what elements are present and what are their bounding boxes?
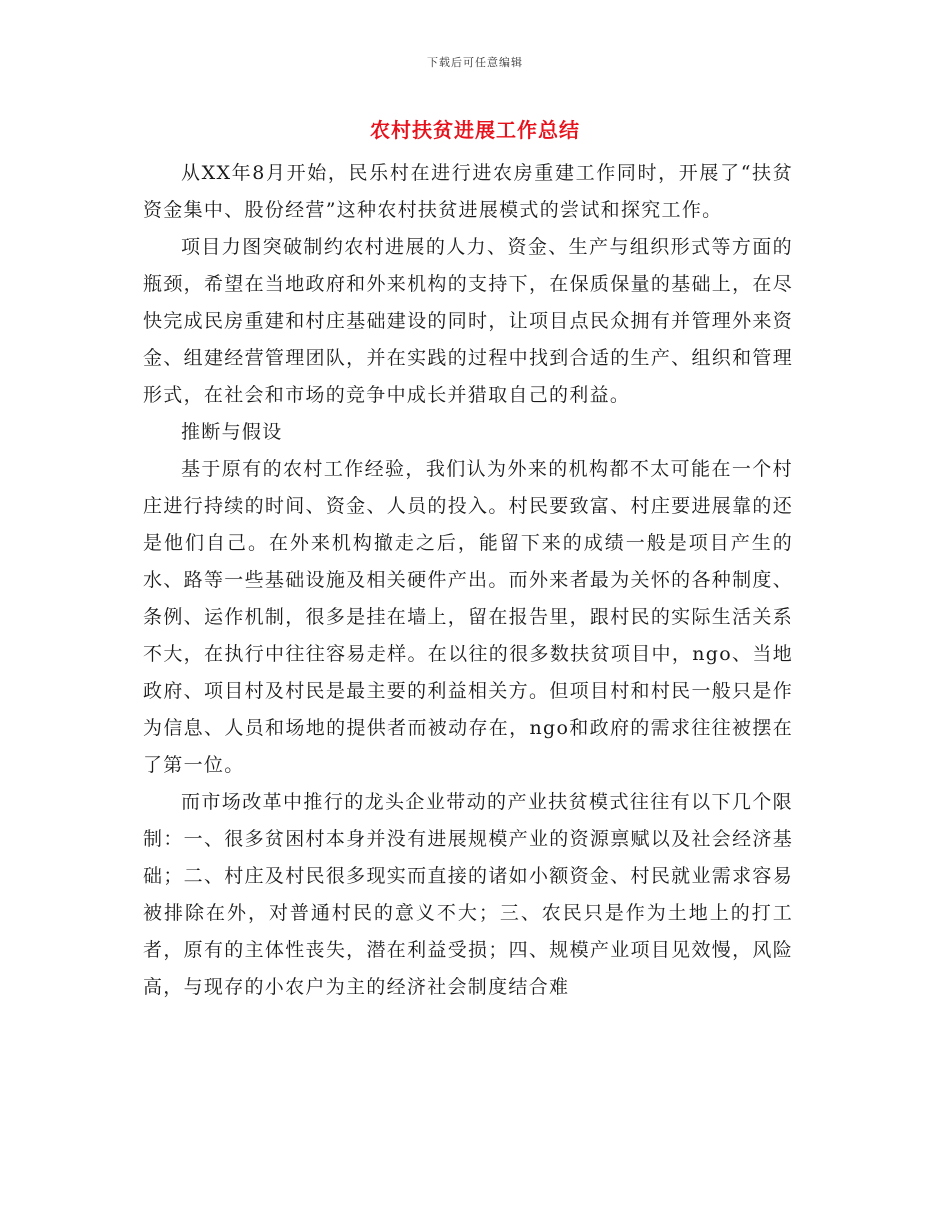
paragraph-experience: 基于原有的农村工作经验，我们认为外来的机构都不太可能在一个村庄进行持续的时间、资金、人员的投入。村民要致富、村庄要进展靠的还是他们自己。在外来机构撤走之后，能留下来的成绩一般是项目产生的水、路等一些基础设施及相关硬件产出。而外来者最为关怀的各种制度、条例、运作机制，很多是挂在墙上，留在报告里，跟村民的实际生活关系不大，在执行中往往容易走样。在以往的很多数扶贫项目中，ngo、当地政府、项目村及村民是最主要的利益相关方。但项目村和村民一般只是作为信息、人员和场地的提供者而被动存在，ngo和政府的需求往往被摆在了第一位。 [143, 458, 793, 776]
paragraph-intro: 从XX年8月开始，民乐村在进行进农房重建工作同时，开展了“扶贫资金集中、股份经营”这种农村扶贫进展模式的尝试和探究工作。 [143, 162, 793, 221]
document-body [143, 155, 793, 1006]
paragraph-market-limits: 而市场改革中推行的龙头企业带动的产业扶贫模式往往有以下几个限制：一、很多贫困村本身并没有进展规模产业的资源禀赋以及社会经济基础；二、村庄及村民很多现实而直接的诸如小额资金、村民就业需求容易被排除在外，对普通村民的意义不大；三、农民只是作为土地上的打工者，原有的主体性丧失，潜在利益受损；四、规模产业项目见效慢，风险高，与现存的小农户为主的经济社会制度结合难 [143, 791, 793, 998]
paragraph-project-goals: 项目力图突破制约农村进展的人力、资金、生产与组织形式等方面的瓶颈，希望在当地政府和外来机构的支持下，在保质保量的基础上，在尽快完成民房重建和村庄基础建设的同时，让项目点民众拥有并管理外来资金、组建经营管理团队，并在实践的过程中找到合适的生产、组织和管理形式，在社会和市场的竞争中成长并猎取自己的利益。 [143, 236, 793, 406]
section-heading-assumptions: 推断与假设 [181, 421, 283, 443]
header-note: 下载后可任意编辑 [427, 56, 523, 69]
document-title: 农村扶贫进展工作总结 [370, 118, 580, 142]
